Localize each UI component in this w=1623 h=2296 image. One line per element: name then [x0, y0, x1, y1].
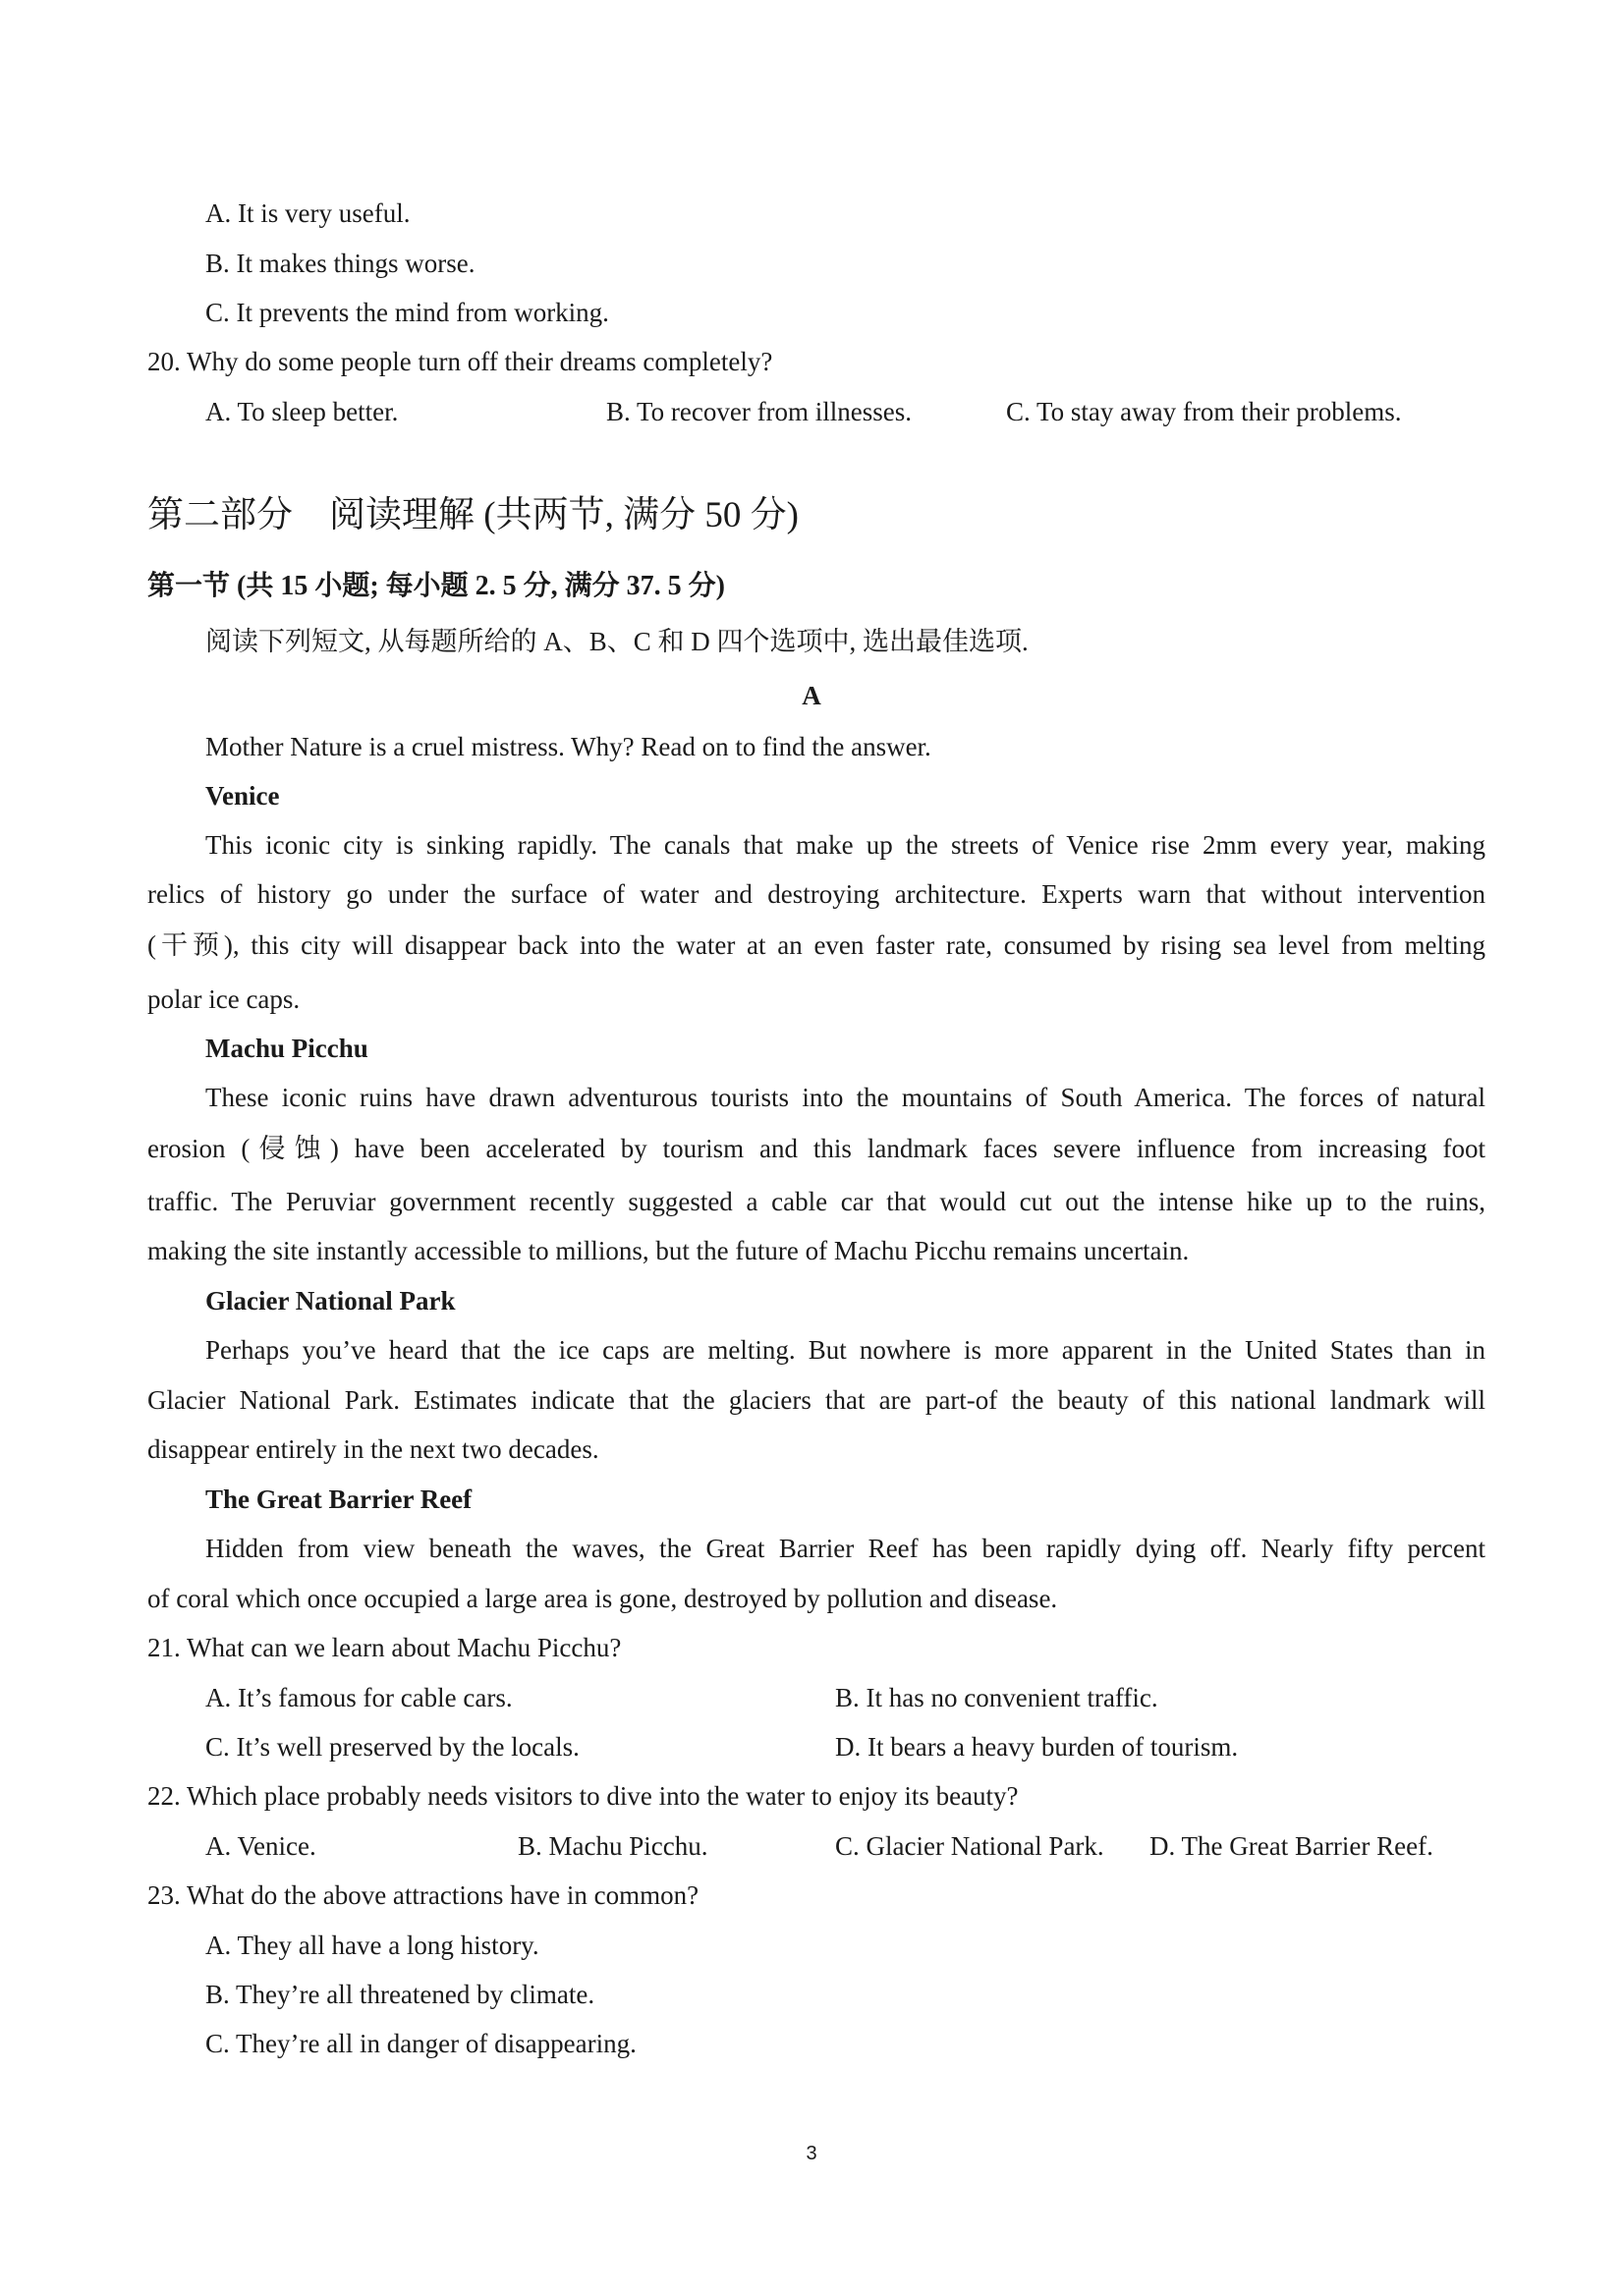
q21-stem: 21. What can we learn about Machu Picchu?: [147, 1633, 622, 1662]
machu-line-1: These iconic ruins have drawn adventurous tourists into the mountains of South America. The forces of natural: [205, 1083, 1485, 1112]
glacier-line-1: Perhaps you’ve heard that the ice caps are melting. But nowhere is more apparent in the United States than in: [205, 1335, 1485, 1365]
reef-title: The Great Barrier Reef: [205, 1484, 473, 1514]
q22-option-a: A. Venice.: [205, 1831, 316, 1861]
q22-option-c: C. Glacier National Park.: [835, 1831, 1104, 1861]
q19-option-b: B. It makes things worse.: [205, 249, 476, 278]
q21-option-c: C. It’s well preserved by the locals.: [205, 1732, 580, 1762]
q23-option-a: A. They all have a long history.: [205, 1931, 539, 1960]
q23-option-c: C. They’re all in danger of disappearing.: [205, 2029, 637, 2058]
glacier-line-3: disappear entirely in the next two decades.: [147, 1434, 599, 1464]
q22-option-b: B. Machu Picchu.: [518, 1831, 708, 1861]
passage-intro: Mother Nature is a cruel mistress. Why? Read on to find the answer.: [205, 732, 931, 761]
instruction: 阅读下列短文, 从每题所给的 A、B、C 和 D 四个选项中, 选出最佳选项.: [205, 627, 1029, 656]
passage-letter: A: [802, 681, 821, 710]
glacier-line-2: Glacier National Park. Estimates indicate that the glaciers that are part-of the beauty of this national landmark will: [147, 1385, 1485, 1415]
q22-option-d: D. The Great Barrier Reef.: [1149, 1831, 1433, 1861]
reef-line-2: of coral which once occupied a large area is gone, destroyed by pollution and disease.: [147, 1584, 1058, 1613]
venice-line-4: polar ice caps.: [147, 984, 301, 1014]
machu-title: Machu Picchu: [205, 1034, 368, 1063]
q21-option-d: D. It bears a heavy burden of tourism.: [835, 1732, 1239, 1762]
machu-line-4: making the site instantly accessible to millions, but the future of Machu Picchu remains uncertain.: [147, 1236, 1190, 1265]
q20-option-a: A. To sleep better.: [205, 397, 399, 426]
q20-stem: 20. Why do some people turn off their dreams completely?: [147, 347, 773, 376]
venice-line-2: relics of history go under the surface of water and destroying architecture. Experts warn that without intervention: [147, 879, 1485, 909]
q19-option-c: C. It prevents the mind from working.: [205, 298, 609, 327]
q23-option-b: B. They’re all threatened by climate.: [205, 1980, 595, 2009]
q20-option-c: C. To stay away from their problems.: [1006, 397, 1402, 426]
part2-heading: 第二部分 阅读理解 (共两节, 满分 50 分): [147, 495, 799, 535]
page-number: 3: [806, 2143, 817, 2164]
machu-line-3: traffic. The Peruviar government recently suggested a cable car that would cut out the intense hike up to the ruins,: [147, 1187, 1485, 1216]
venice-line-3: (干预), this city will disappear back into the water at an even faster rate, consumed by rising sea level from melting: [147, 930, 1485, 960]
venice-title: Venice: [205, 781, 280, 811]
reef-line-1: Hidden from view beneath the waves, the Great Barrier Reef has been rapidly dying off. Nearly fifty percent: [205, 1534, 1485, 1563]
venice-line-1: This iconic city is sinking rapidly. The canals that make up the streets of Venice rise 2mm every year, making: [205, 830, 1485, 860]
q21-option-a: A. It’s famous for cable cars.: [205, 1683, 513, 1712]
machu-line-2: erosion (侵蚀) have been accelerated by tourism and this landmark faces severe influence from increasing foot: [147, 1134, 1485, 1163]
section1-heading: 第一节 (共 15 小题; 每小题 2. 5 分, 满分 37. 5 分): [147, 571, 725, 601]
q21-option-b: B. It has no convenient traffic.: [835, 1683, 1158, 1712]
q22-stem: 22. Which place probably needs visitors to dive into the water to enjoy its beauty?: [147, 1781, 1019, 1811]
q20-option-b: B. To recover from illnesses.: [606, 397, 913, 426]
glacier-title: Glacier National Park: [205, 1286, 456, 1316]
q19-option-a: A. It is very useful.: [205, 198, 411, 228]
q23-stem: 23. What do the above attractions have in common?: [147, 1880, 700, 1910]
